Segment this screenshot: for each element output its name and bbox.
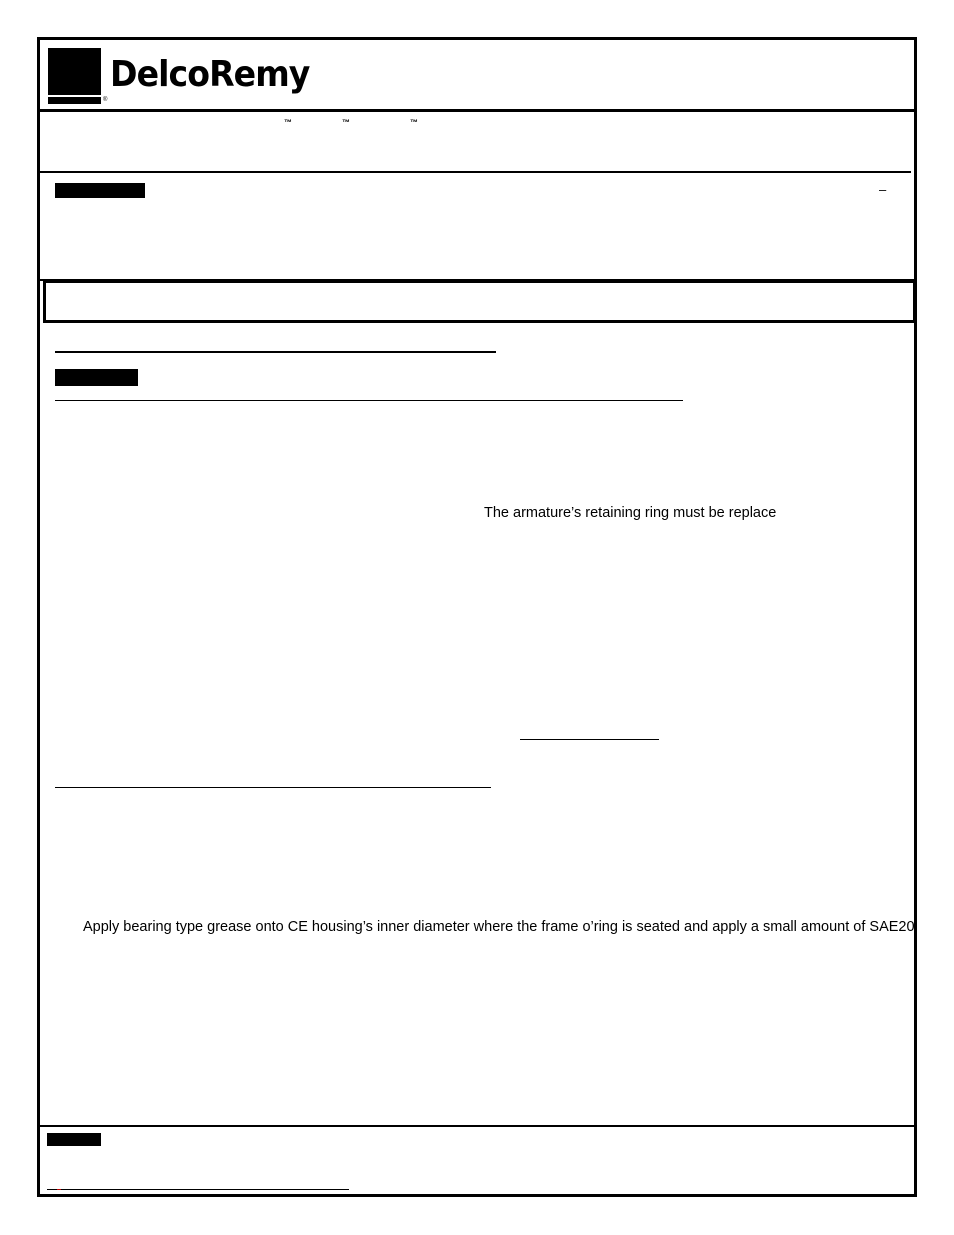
subsection-underline bbox=[55, 787, 491, 788]
trademark-mark: ™ bbox=[410, 118, 418, 127]
footer-red-mark bbox=[57, 1189, 61, 1190]
grease-note: Apply bearing type grease onto CE housing’s inner diameter where the frame o’ring is seated and apply a small amount of SAE20 bbox=[83, 919, 915, 935]
title-band-divider bbox=[40, 171, 911, 173]
section-subheading-underline bbox=[55, 400, 683, 401]
header-divider bbox=[40, 109, 914, 112]
registered-mark: ® bbox=[103, 97, 108, 103]
armature-note: The armature’s retaining ring must be replace bbox=[484, 505, 777, 521]
section-label-bar bbox=[55, 369, 138, 386]
footer-divider bbox=[40, 1125, 914, 1127]
trademark-mark: ™ bbox=[342, 118, 350, 127]
page-frame bbox=[37, 37, 917, 1197]
logo-mark bbox=[48, 48, 101, 95]
trademark-mark: ™ bbox=[284, 118, 292, 127]
logo-wordmark: DelcoRemy bbox=[110, 54, 310, 95]
header bbox=[40, 40, 914, 110]
section-heading-underline bbox=[55, 351, 496, 353]
footer-label-bar bbox=[47, 1133, 101, 1146]
inline-underline bbox=[520, 739, 659, 740]
notice-dash: – bbox=[879, 182, 887, 197]
banner-box bbox=[43, 280, 916, 323]
notice-label-bar bbox=[55, 183, 145, 198]
logo-underbar bbox=[48, 97, 101, 104]
footer-underline bbox=[47, 1189, 349, 1190]
